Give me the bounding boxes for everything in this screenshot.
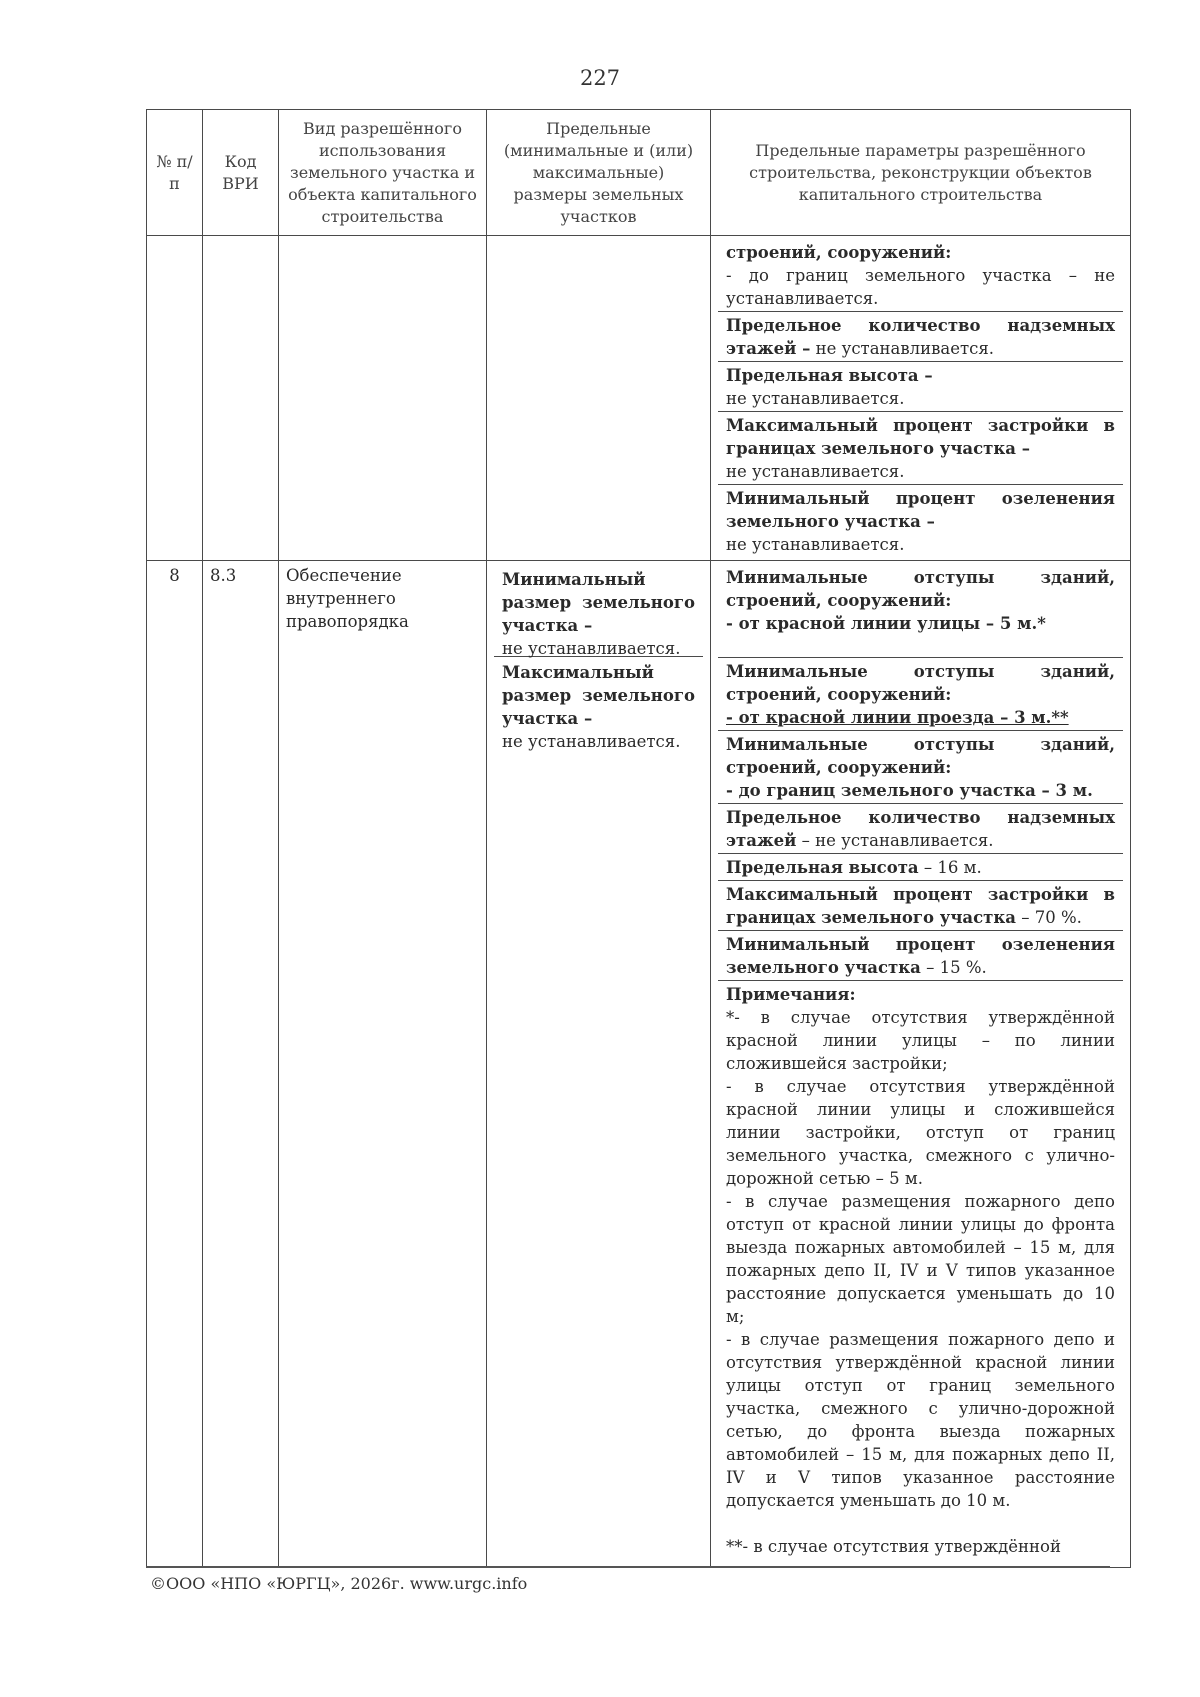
note-4: - в случае размещения пожарного депо и отсутствия утверждённой красной линии улицы отступ от границ земельного участка, смежного с улично-дорожной сетью, до фронта выезда пожарных автомобилей – 15 м, для пожарных депо II, IV и V типов указанное расстояние допускается уменьшать до 10 м. bbox=[726, 1330, 1115, 1510]
footer-copyright: ©ООО «НПО «ЮРГЦ», 2026г. www.urgc.info bbox=[150, 1574, 528, 1593]
notes-title: Примечания: bbox=[726, 985, 856, 1004]
param-setback-driveway: Минимальные отступы зданий, строений, сооружений: - от красной линии проезда – 3 м.** bbox=[718, 658, 1123, 731]
param-setback-boundary: Минимальные отступы зданий, строений, сооружений: - до границ земельного участка – 3 м. bbox=[718, 731, 1123, 804]
param-floors-row8: Предельное количество надземных этажей – не устанавливается. bbox=[718, 804, 1123, 854]
cell-row-number: 8 bbox=[147, 561, 203, 1568]
table-row-continued bbox=[147, 236, 1131, 561]
cell-plot-sizes bbox=[487, 561, 711, 1568]
table-header-row bbox=[147, 110, 1131, 236]
cell-size-empty bbox=[487, 236, 711, 561]
cell-vri-code: 8.3 bbox=[203, 561, 279, 1568]
header-use: Вид разрешённого использования земельного участка и объекта капитального строительства bbox=[279, 110, 487, 236]
cell-use-empty bbox=[279, 236, 487, 561]
param-height-row8: Предельная высота – 16 м. bbox=[718, 854, 1123, 881]
zoning-table bbox=[146, 109, 1131, 1568]
param-coverage-row8: Максимальный процент застройки в границах земельного участка – 70 %. bbox=[718, 881, 1123, 931]
header-params: Предельные параметры разрешённого строительства, реконструкции объектов капитального строительства bbox=[711, 110, 1131, 236]
cell-num-empty bbox=[147, 236, 203, 561]
note-1: *- в случае отсутствия утверждённой красной линии улицы – по линии сложившейся застройки; bbox=[726, 1008, 1115, 1073]
notes-block bbox=[718, 981, 1123, 1564]
param-setback-continued: строений, сооружений: - до границ земельного участка – не устанавливается. bbox=[718, 239, 1123, 312]
param-setback-street: Минимальные отступы зданий, строений, сооружений: - от красной линии улицы – 5 м.* bbox=[718, 564, 1123, 658]
note-5: **- в случае отсутствия утверждённой bbox=[726, 1537, 1061, 1556]
param-height: Предельная высота – не устанавливается. bbox=[718, 362, 1123, 412]
table-row-8 bbox=[147, 561, 1131, 1568]
note-3: - в случае размещения пожарного депо отступ от красной линии улицы до фронта выезда пожарных автомобилей – 15 м, для пожарных депо II, IV и V типов указанное расстояние допускается уменьшать до 10 м; bbox=[726, 1192, 1115, 1326]
page-number: 227 bbox=[579, 66, 621, 90]
size-min: Минимальный размер земельного участка – не устанавливается. bbox=[502, 570, 695, 658]
size-max: Максимальный размер земельного участка – не устанавливается. bbox=[494, 656, 703, 756]
cell-params-row8 bbox=[711, 561, 1131, 1568]
param-min-greening: Минимальный процент озеленения земельного участка – не устанавливается. bbox=[726, 489, 1115, 554]
note-2: - в случае отсутствия утверждённой красной линии улицы и сложившейся линии застройки, отступ от границ земельного участка, смежного с улично-дорожной сетью – 5 м. bbox=[726, 1077, 1115, 1188]
cell-use-type: Обеспечение внутреннего правопорядка bbox=[279, 561, 487, 1568]
cell-code-empty bbox=[203, 236, 279, 561]
param-greening-row8: Минимальный процент озеленения земельного участка – 15 %. bbox=[718, 931, 1123, 981]
cell-params-continued bbox=[711, 236, 1131, 561]
footer-divider bbox=[146, 1566, 1110, 1568]
header-code: Код ВРИ bbox=[203, 110, 279, 236]
param-max-coverage: Максимальный процент застройки в границах земельного участка – не устанавливается. bbox=[718, 412, 1123, 485]
header-num: № п/п bbox=[147, 110, 203, 236]
header-size: Предельные (минимальные и (или) максимальные) размеры земельных участков bbox=[487, 110, 711, 236]
param-floors: Предельное количество надземных этажей – не устанавливается. bbox=[718, 312, 1123, 362]
